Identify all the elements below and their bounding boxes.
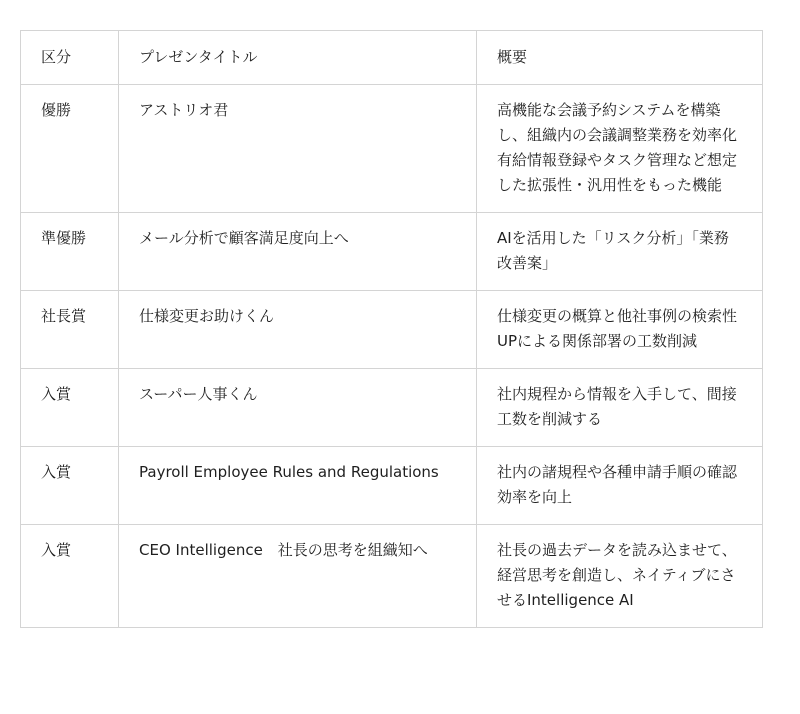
summary-line: 社長の過去データを読み込ませて、経営思考を創造し、ネイティブにさせるIntelligence AI bbox=[497, 541, 737, 609]
header-row bbox=[21, 31, 763, 85]
cell-title: スーパー人事くん bbox=[119, 369, 477, 447]
table-row bbox=[21, 525, 763, 628]
header-summary: 概要 bbox=[477, 31, 763, 85]
cell-category: 入賞 bbox=[21, 525, 119, 628]
cell-title: 仕様変更お助けくん bbox=[119, 291, 477, 369]
table-row bbox=[21, 213, 763, 291]
cell-summary bbox=[477, 369, 763, 447]
table-row bbox=[21, 447, 763, 525]
table-header bbox=[21, 31, 763, 85]
summary-line: 仕様変更の概算と他社事例の検索性UPによる関係部署の工数削減 bbox=[497, 307, 738, 350]
table-body bbox=[21, 85, 763, 628]
summary-line: 社内の諸規程や各種申請手順の確認効率を向上 bbox=[497, 463, 738, 506]
table-row bbox=[21, 85, 763, 213]
cell-category: 入賞 bbox=[21, 447, 119, 525]
cell-title: メール分析で顧客満足度向上へ bbox=[119, 213, 477, 291]
cell-category: 準優勝 bbox=[21, 213, 119, 291]
header-category: 区分 bbox=[21, 31, 119, 85]
awards-table bbox=[20, 30, 763, 628]
summary-line: 有給情報登録やタスク管理など想定した拡張性・汎用性をもった機能 bbox=[497, 151, 738, 194]
header-title: プレゼンタイトル bbox=[119, 31, 477, 85]
cell-title: Payroll Employee Rules and Regulations bbox=[119, 447, 477, 525]
cell-title: アストリオ君 bbox=[119, 85, 477, 213]
summary-line: AIを活用した「リスク分析」「業務改善案」 bbox=[497, 229, 729, 272]
cell-summary bbox=[477, 525, 763, 628]
table-row bbox=[21, 291, 763, 369]
cell-summary bbox=[477, 291, 763, 369]
cell-summary bbox=[477, 85, 763, 213]
cell-summary bbox=[477, 213, 763, 291]
cell-summary bbox=[477, 447, 763, 525]
table-row bbox=[21, 369, 763, 447]
summary-line: 高機能な会議予約システムを構築し、組織内の会議調整業務を効率化 bbox=[497, 101, 738, 144]
cell-category: 入賞 bbox=[21, 369, 119, 447]
summary-line: 社内規程から情報を入手して、間接工数を削減する bbox=[497, 385, 737, 428]
cell-category: 社長賞 bbox=[21, 291, 119, 369]
cell-title: CEO Intelligence 社長の思考を組織知へ bbox=[119, 525, 477, 628]
cell-category: 優勝 bbox=[21, 85, 119, 213]
